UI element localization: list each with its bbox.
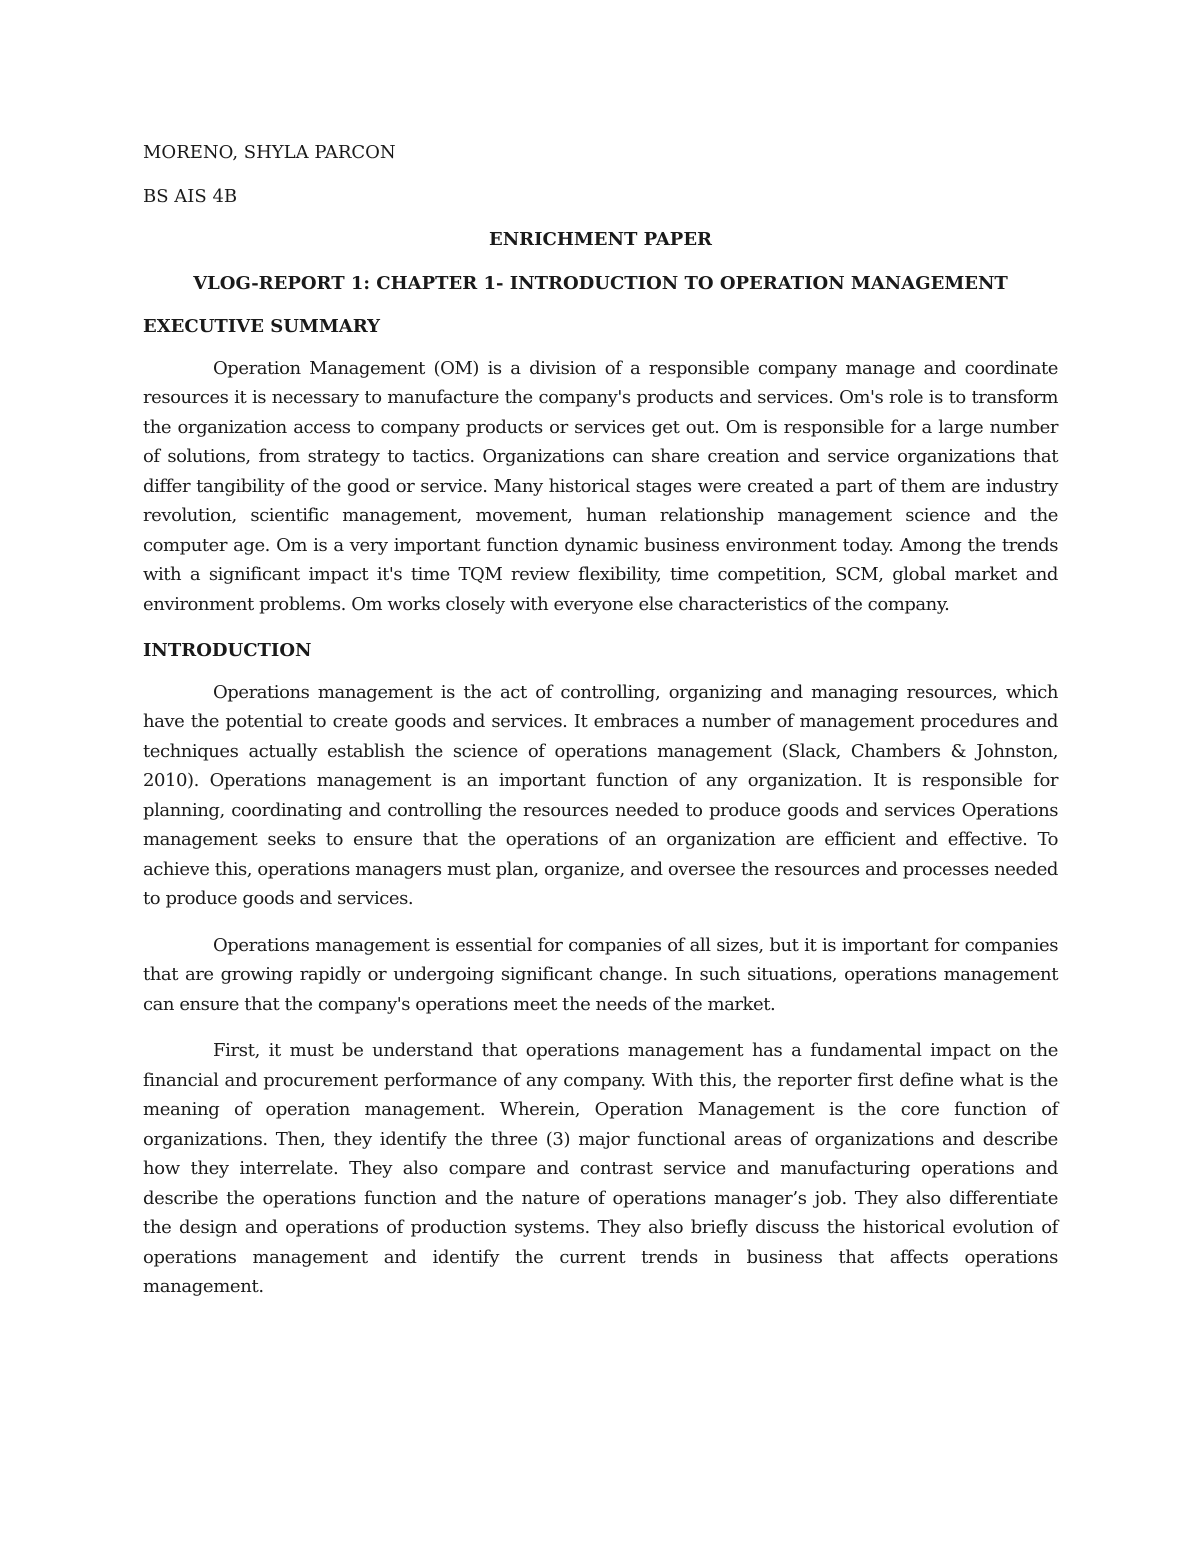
introduction-heading: INTRODUCTION xyxy=(143,640,312,661)
executive-summary-paragraph: Operation Management (OM) is a division of a responsible company manage and coordinate resources it is necessary to manufacture the company's products and services. Om's role is to transform the organization access to company products or services get out. Om is responsible for a large number of solutions, from strategy to tactics. Organizations can share creation and service organizations that differ tangibility of the good or service. Many historical stages were created a part of them are industry revolution, scientific management, movement, human relationship management science and the computer age. Om is a very important function dynamic business environment today. Among the trends with a significant impact it's time TQM review flexibility, time competition, SCM, global market and environment problems. Om works closely with everyone else characteristics of the company. xyxy=(143,357,1058,615)
document-subtitle: VLOG-REPORT 1: CHAPTER 1- INTRODUCTION TO OPERATION MANAGEMENT xyxy=(193,272,1008,294)
introduction-paragraph-3: First, it must be understand that operations management has a fundamental impact on the financial and procurement performance of any company. With this, the reporter first define what is the meaning of operation management. Wherein, Operation Management is the core function of organizations. Then, they identify the three (3) major functional areas of organizations and describe how they interrelate. They also compare and contrast service and manufacturing operations and describe the operations function and the nature of operations manager’s job. They also differentiate the design and operations of production systems. They also briefly discuss the historical evolution of operations management and identify the current trends in business that affects operations management. xyxy=(143,1040,1058,1297)
introduction-paragraph-2: Operations management is essential for companies of all sizes, but it is important for companies that are growing rapidly or undergoing significant change. In such situations, operations management can ensure that the company's operations meet the needs of the market. xyxy=(143,934,1058,1015)
executive-summary-heading: EXECUTIVE SUMMARY xyxy=(143,316,380,337)
author-name: MORENO, SHYLA PARCON xyxy=(143,142,396,163)
course-section: BS AIS 4B xyxy=(143,185,238,207)
document-title: ENRICHMENT PAPER xyxy=(488,229,713,250)
introduction-paragraph-1: Operations management is the act of controlling, organizing and managing resources, which have the potential to create goods and services. It embraces a number of management procedures and techniques actually establish the science of operations management (Slack, Chambers & Johnston, 2010). Operations management is an important function of any organization. It is responsible for planning, coordinating and controlling the resources needed to produce goods and services Operations management seeks to ensure that the operations of an organization are efficient and effective. To achieve this, operations managers must plan, organize, and oversee the resources and processes needed to produce goods and services. xyxy=(143,681,1058,909)
document-page xyxy=(143,138,1058,1319)
